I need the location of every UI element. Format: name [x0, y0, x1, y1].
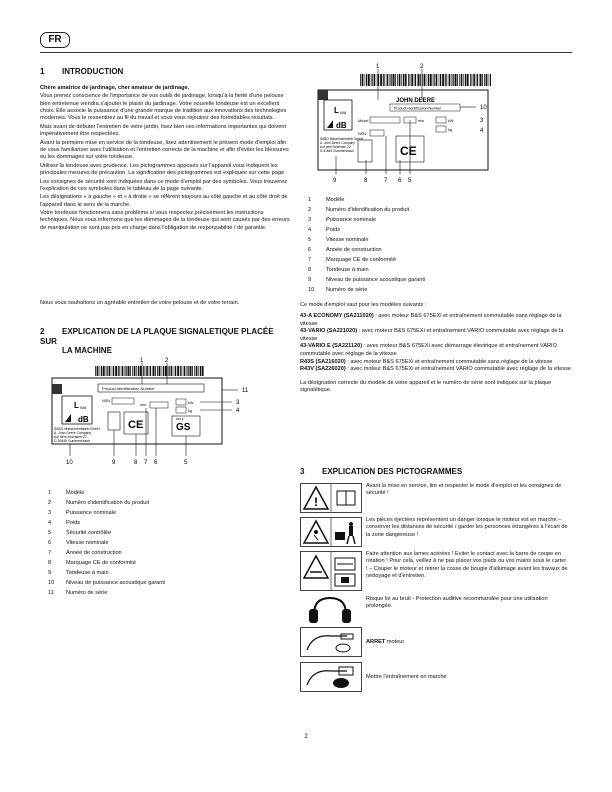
- intro-text: [40, 85, 290, 233]
- model-name: 43-A ECONOMY (SA211020): [300, 313, 374, 320]
- model-entry: [300, 359, 572, 366]
- legend-number: 7: [48, 550, 52, 556]
- section-1-heading: 1 INTRODUCTION: [40, 67, 124, 76]
- callout-2: 2: [420, 64, 424, 70]
- picto-row: [300, 517, 572, 547]
- legend-text: Vitesse nominale: [66, 540, 109, 546]
- plate-brand-line: SABO Maschinenfabrik GmbH: [320, 137, 364, 141]
- language-badge: FR: [40, 32, 70, 48]
- callout-11: 11: [242, 388, 249, 394]
- legend-item: [48, 558, 288, 568]
- plate-brand-line: D-51645 Gummersbach: [320, 149, 355, 153]
- model-name: 43-VARIO E (SA221120): [300, 343, 363, 350]
- lwa-sub: WA: [80, 405, 87, 410]
- callout-10: 10: [480, 105, 487, 111]
- legend-text: Poids: [326, 227, 340, 233]
- picto-row: [300, 662, 572, 692]
- legend-text: Marquage CE de conformité: [66, 560, 136, 566]
- lwa-label: L: [334, 106, 339, 115]
- plate-legend-list: [48, 488, 288, 598]
- model-desc: : avec moteur B&S 675EXi et entraînement VARIO commutable avec réglage de la vitesse: [345, 366, 572, 373]
- legend-text: Vitesse nominale: [326, 237, 369, 243]
- legend-number: 5: [48, 530, 52, 536]
- model-desc: : avec moteur B&S 675EXi et entraînement commutable sans réglage de la vitesse: [345, 358, 553, 365]
- models-section: [300, 302, 572, 395]
- legend-item: [48, 528, 288, 538]
- nsn-label: NSN: [358, 132, 367, 136]
- callout-1: 1: [140, 358, 144, 364]
- barcode: [95, 366, 204, 376]
- legend-number: 2: [48, 500, 52, 506]
- legend-item: [308, 245, 568, 255]
- header-rule: [40, 52, 572, 53]
- min-label: min: [140, 403, 147, 407]
- legend-text: Puissance nominale: [66, 510, 117, 516]
- legend-item: [308, 285, 568, 295]
- models-intro: Ce mode d'emploi vaut pour les modèles suivants :: [300, 302, 427, 308]
- legend-number: 3: [48, 510, 52, 516]
- model-name: R43V (SA226020): [300, 366, 346, 373]
- svg-text:!: !: [314, 495, 318, 509]
- legend-item: [308, 275, 568, 285]
- legend-text: Niveau de puissance acoustique garanti: [66, 580, 166, 586]
- plate-brand-line: A. John Deere Company: [320, 141, 355, 145]
- ce-mark: CE: [400, 144, 417, 158]
- legend-item: [308, 205, 568, 215]
- callout-4: 4: [480, 128, 484, 134]
- legend-text: Poids: [66, 520, 80, 526]
- kw-label: kW: [188, 401, 194, 405]
- legend-text: Numéro d'identification du produit: [326, 207, 410, 213]
- callout-3: 3: [480, 118, 484, 124]
- callout-2: 2: [165, 358, 169, 364]
- legend-number: 10: [48, 580, 55, 586]
- rating-plate-diagram: [40, 350, 290, 470]
- model-name: R43S (SA216020): [300, 358, 346, 365]
- callout-3: 3: [236, 400, 240, 406]
- legend-item: [48, 488, 288, 498]
- legend-text: Année de construction: [326, 247, 382, 253]
- plate-brand-line: D-51645 Gummersbach: [54, 439, 91, 443]
- callout-7: 7: [384, 178, 388, 184]
- callout-7: 7: [144, 460, 148, 466]
- greeting: Chère amatrice de jardinage, cher amateur de jardinage,: [40, 85, 190, 91]
- legend-item: [48, 548, 288, 558]
- legend-item: [308, 255, 568, 265]
- lwa-label: L: [74, 401, 79, 410]
- intro-paragraph: Avant la première mise en service de la tondeuse, lisez attentivement le présent mode d'emploi afin de vous familiariser avec l'utilisation et l'entretien corrects de la machine et afin d'éviter les blessures ou les dommages sur votre tondeuse.: [40, 139, 289, 161]
- intro-paragraph: Les désignations « à gauche » et « à droite » se réfèrent toujours au côté gauche et au côté droit de l'appareil dans le sens de la marche.: [40, 194, 288, 208]
- intro-paragraph: Les consignes de sécurité sont indiquées dans ce mode d'emploi par des symboles. Vous trouverez l'explication de ces symboles dans le tableau de la page suivante.: [40, 178, 288, 192]
- legend-number: 1: [308, 197, 312, 203]
- legend-number: 1: [48, 490, 52, 496]
- callout-10: 10: [66, 460, 73, 466]
- barcode: [360, 74, 491, 86]
- nsn-label: NSN: [102, 399, 111, 403]
- legend-text: Tondeuse à main: [326, 267, 369, 273]
- legend-item: [48, 498, 288, 508]
- legend-item: [308, 265, 568, 275]
- legend-number: 6: [48, 540, 52, 546]
- model-entry: [300, 366, 572, 373]
- legend-text: Numéro de série: [326, 287, 368, 293]
- callout-6: 6: [398, 178, 402, 184]
- picto-text: Les pièces éjectées représentent un danger lorsque le moteur est en marche – conserver les distances de sécurité / garder les personnes étrangères à l'écart de la zone dangereuse !: [366, 517, 568, 538]
- plate-brand-line: SABO Maschinenfabrik GmbH: [54, 427, 100, 431]
- legend-number: 10: [308, 287, 315, 293]
- picto-text: Risque lié au bruit - Protection auditive recommandée pour une utilisation prolongée.: [366, 596, 548, 610]
- drive-on-icon: [300, 662, 362, 692]
- legend-number: 5: [308, 237, 312, 243]
- model-entry: [300, 313, 572, 328]
- callout-8: 8: [364, 178, 368, 184]
- min-label: min: [418, 119, 425, 123]
- legend-item: [308, 215, 568, 225]
- legend-text: Modèle: [66, 490, 85, 496]
- closing-text: Nous vous souhaitons un agréable entretien de votre pelouse et de votre terrain.: [40, 300, 240, 306]
- callout-9: 9: [333, 178, 337, 184]
- dplf-label: DPLF: [176, 417, 184, 421]
- legend-text: Année de construction: [66, 550, 122, 556]
- legend-number: 9: [308, 277, 312, 283]
- callout-4: 4: [236, 408, 240, 414]
- warning-manual-icon: [300, 483, 362, 513]
- kw-label: kW: [448, 119, 454, 123]
- sharp-blades-icon: [300, 551, 362, 591]
- legend-text: Puissance nominale: [326, 217, 377, 223]
- legend-item: [308, 235, 568, 245]
- ce-mark: CE: [128, 419, 144, 431]
- legend-number: 4: [308, 227, 312, 233]
- callout-1: 1: [376, 64, 380, 70]
- picto-row: [300, 596, 572, 624]
- plate-brand-line: Auf dem Höchsten 22: [320, 145, 351, 149]
- models-note: La désignation correcte du modèle de votre appareil et le numéro de série sont indiqués sur la plaque signalétique.: [300, 379, 552, 393]
- kg-label: kg: [188, 409, 193, 413]
- intro-paragraph: Utilisez la tondeuse avec prudence. Les pictogrammes apposés sur l'appareil vous indiquent les principales mesures de précaution. La signification des pictogrammes est expliquée sur cette page.: [40, 162, 286, 177]
- legend-number: 11: [48, 590, 54, 596]
- brand-name: JOHN DEERE: [396, 98, 436, 104]
- legend-number: 7: [308, 257, 312, 263]
- section-3-heading: 3 EXPLICATION DES PICTOGRAMMES: [300, 467, 463, 476]
- plate-brand-line: Auf dem Höchsten 22: [54, 435, 87, 439]
- rating-plate-diagram-right: [300, 60, 572, 190]
- page-number: 2: [304, 734, 308, 740]
- model-label: Model: [358, 119, 369, 123]
- legend-item: [308, 195, 568, 205]
- intro-paragraph: Mais avant de débuter l'entretien de votre jardin, lisez bien ces informations importantes qui doivent impérativement être respectées.: [40, 123, 287, 138]
- legend-number: 3: [308, 217, 312, 223]
- legend-number: 2: [308, 207, 312, 213]
- legend-item: [48, 568, 288, 578]
- legend-number: 9: [48, 570, 52, 576]
- legend-text: Niveau de puissance acoustique garanti: [326, 277, 426, 283]
- model-desc: : avec moteur B&S 675EXi et entraînement commutable sans réglage de la vitesse: [300, 313, 562, 327]
- model-desc: : avec moteur B&S 675EXi et entraînement VARIO commutable avec réglage de la vitesse: [300, 328, 564, 342]
- model-entry: [300, 343, 572, 358]
- callout-5: 5: [408, 178, 412, 184]
- callout-6: 6: [154, 460, 158, 466]
- legend-text: Numéro d'identification du produit: [66, 500, 150, 506]
- lwa-sub: WA: [340, 110, 347, 115]
- legend-item: [48, 518, 288, 528]
- picto-text: ARRET moteur: [366, 639, 405, 645]
- legend-text: Marquage CE de conformité: [326, 257, 396, 263]
- picto-text: Avant la mise en service, lire et respecter le mode d'emploi et les consignes de sécurité !: [366, 483, 562, 497]
- pin-label: Product Identification Number: [394, 106, 442, 111]
- legend-text: Modèle: [326, 197, 345, 203]
- kg-label: kg: [448, 128, 453, 132]
- model-name: 43-VARIO (SA221020): [300, 328, 358, 335]
- engine-stop-icon: [300, 627, 362, 657]
- picto-text: Faire attention aux lames acérées ! Eviter le contact avec la barre de coupe en rotation ! Pour cela, veillez à ne pas placer vos pieds ou vos mains sous le carter ! – Couper le moteur et retirer la cosse de bougie d'allumage avant les travaux de nettoyage et d'entretien.: [366, 551, 568, 579]
- picto-row: [300, 483, 572, 513]
- projected-parts-icon: [300, 517, 362, 547]
- legend-number: 6: [308, 247, 312, 253]
- picto-text: Mettre l'entraînement en marche: [366, 674, 447, 680]
- legend-number: 4: [48, 520, 52, 526]
- intro-paragraph: Vous prenez conscience de l'importance de vos outils de jardinage, lorsqu'à la fierté d'une pelouse bien entretenue viendra s'ajouter le plaisir du jardinage. Votre nouvelle tondeuse est un excellent choix. Elle associe la puissance d'une grande marque de tradition aux innovations des technologies modernes. Vous le ressentirez au fil du travail et vous vous réjouirez des formidables résultats.: [40, 93, 287, 122]
- db-label: dB: [336, 121, 347, 130]
- model-entry: [300, 328, 572, 343]
- section-2-heading: 2 EXPLICATION DE LA PLAQUE SIGNALETIQUE PLACÉE SUR LA MACHINE: [40, 327, 274, 355]
- legend-item: [48, 588, 288, 598]
- legend-text: Numéro de série: [66, 590, 108, 596]
- legend-item: [308, 225, 568, 235]
- legend-item: [48, 508, 288, 518]
- pin-label: Product Identification Number: [102, 386, 155, 391]
- intro-paragraph: Votre tondeuse fonctionnera sans problème si vous respectez précisément les instructions techniques. Nous vous informons que les dommages de la tondeuse qui sont causés par des erreurs de manipulation ne sont pas pris en charge dans l'obligation de responsabilité / de garantie.: [40, 210, 290, 231]
- ear-protection-icon: [300, 596, 362, 624]
- legend-item: [48, 538, 288, 548]
- model-desc: : avec moteur B&S 675EXi avec démarrage électrique et entraînement VARIO commutable avec réglage de la vitesse: [300, 343, 557, 357]
- db-label: dB: [78, 415, 89, 424]
- plate-legend-list-right: [308, 195, 568, 295]
- callout-5: 5: [184, 460, 188, 466]
- picto-row: [300, 627, 572, 657]
- legend-number: 8: [308, 267, 312, 273]
- legend-text: Sécurité contrôlée: [66, 530, 112, 536]
- callout-9: 9: [112, 460, 116, 466]
- gs-mark: GS: [176, 422, 191, 433]
- legend-number: 8: [48, 560, 52, 566]
- legend-item: [48, 578, 288, 588]
- legend-text: Tondeuse à main: [66, 570, 109, 576]
- callout-8: 8: [134, 460, 138, 466]
- plate-brand-line: A. John Deere Company: [54, 431, 92, 435]
- picto-row: [300, 551, 572, 591]
